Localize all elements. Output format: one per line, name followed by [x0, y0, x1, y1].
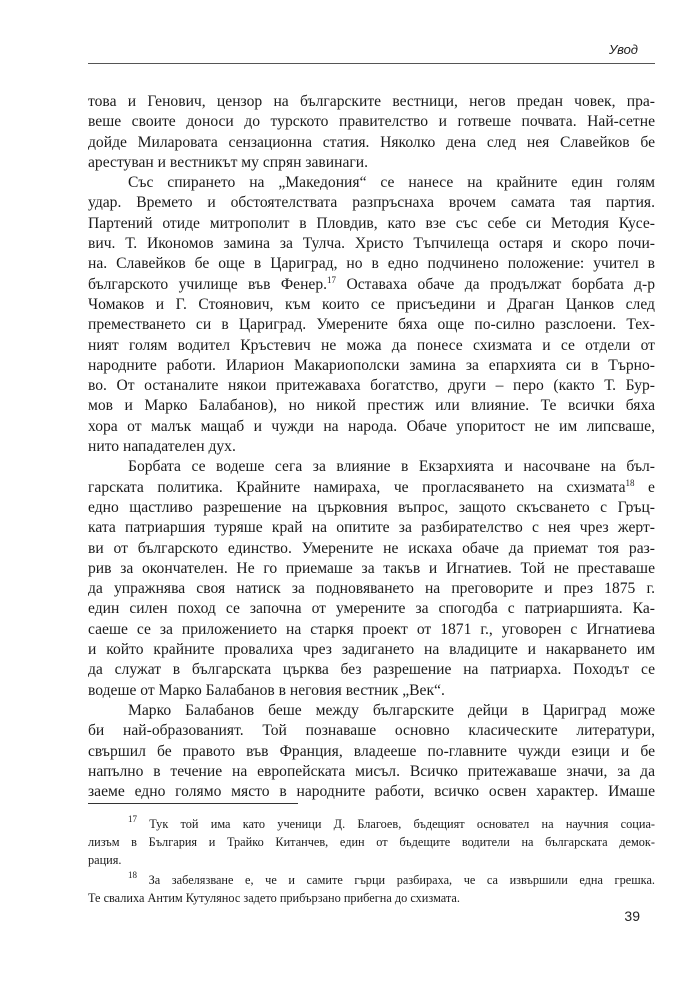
footnote-line: рация. — [88, 853, 122, 867]
body-line: веше своите доноси до турското правителство и готвеше почвата. Най-сетне — [88, 113, 655, 131]
body-line: да упражнява своя натиск за подновяването на преговорите и през 1875 г. — [88, 580, 655, 598]
body-line: би най-образованият. Той познаваше основно класическите литератури, — [88, 722, 655, 740]
body-line: арестуван и вестникът му спрян завинаги. — [88, 153, 369, 171]
header-rule — [88, 63, 655, 64]
body-line-head: гарската политика. Крайните намираха, че прогласяването на схизмата — [88, 478, 626, 496]
footnote-ref-18: 18 — [625, 477, 635, 488]
body-line: един силен поход се започна от умерените за спогодба с патриаршията. Ка- — [88, 600, 655, 618]
body-line: едно щастливо разрешение на църковния въпрос, защото скъсването с Гръц- — [88, 498, 655, 516]
footnote-line — [88, 871, 655, 889]
footnote-text: Тук той има като ученици Д. Благоев, бъдещият основател на научния социа- — [149, 817, 655, 831]
body-line: заеме едно голямо място в народните работи, всичко освен характер. Имаше — [88, 783, 655, 801]
body-line-tail: Оставаха обаче да продължат борбата д-р — [336, 275, 655, 293]
footnote-mark-17: 17 — [128, 815, 137, 824]
footnote-mark-18: 18 — [128, 871, 137, 880]
body-line: ката патриаршия туряше край на опитите за разбирателство с нея чрез жерт- — [88, 519, 655, 537]
footnote-line: Те свалиха Антим Кутулянос задето прибързано прибегна до схизмата. — [88, 891, 460, 905]
body-text — [88, 92, 655, 802]
body-line: народните работи. Иларион Макариополски замина за епархията си в Търно- — [88, 356, 655, 374]
page-number: 39 — [624, 908, 640, 924]
body-line: Със спирането на „Македония“ се нанесе на крайните един голям — [128, 174, 655, 192]
body-line: Чомаков и Г. Стоянович, към които се присъедини и Драган Цанков след — [88, 295, 655, 313]
body-line: мов и Марко Балабанов), но никой престиж или влияние. Те всички бяха — [88, 397, 655, 415]
footnote-ref-17: 17 — [327, 274, 337, 285]
running-header-title: Увод — [609, 42, 638, 57]
body-line: саеше се за приложението на старкя проект от 1871 г., уговорен с Игнатиева — [88, 620, 655, 638]
body-line: рив за окончателен. Не го приемаше за такъв и Игнатиев. Той не преставаше — [88, 559, 655, 577]
body-line: водеше от Марко Балабанов в неговия вестник „Век“. — [88, 681, 445, 699]
body-line: да служат в българската църква без разрешение на патриарха. Походът се — [88, 661, 655, 679]
body-line — [88, 275, 655, 295]
body-line: хора от малък мащаб и чужди на народа. Обаче упоритост не им липсваше, — [88, 417, 655, 435]
body-line: вич. Т. Икономов замина за Тулча. Христо Тъпчилеща остаря и скоро почи- — [88, 235, 655, 253]
body-line: нито нападателен дух. — [88, 438, 236, 456]
body-line-tail: е — [634, 478, 655, 496]
body-line: Партений отиде митрополит в Пловдив, като взе със себе си Методия Кусе- — [88, 214, 655, 232]
body-line: Марко Балабанов беше между българските дейци в Цариград може — [128, 701, 655, 719]
body-line — [88, 478, 655, 498]
footnote-text: За забелязване е, че и самите гърци разбираха, че са извършили една грешка. — [148, 873, 655, 887]
body-line: свършил бе правото във Франция, владееше по-главните чужди езици и бе — [88, 742, 655, 760]
footnotes — [88, 815, 655, 907]
body-line: во. От останалите някои притежаваха богатство, други – перо (както Т. Бур- — [88, 377, 655, 395]
body-line: преместването си в Цариград. Умерените бяха още по-силно разслоени. Тех- — [88, 316, 655, 334]
body-line: дойде Миларовата сензационна статия. Няколко дена след нея Славейков бе — [88, 133, 655, 151]
body-line: ният голям водител Кръстевич не можа да понесе схизмата и се отдели от — [88, 336, 655, 354]
body-line-head: българското училище във Фенер. — [88, 275, 328, 293]
footnote-separator — [88, 803, 298, 804]
footnote-line — [88, 815, 655, 833]
body-line: и който крайните провалиха чрез задигането на владиците и накарването им — [88, 641, 655, 659]
body-line: напълно в течение на европейската мисъл. Всичко притежаваше значи, за да — [88, 762, 655, 780]
body-line: на. Славейков бе още в Цариград, но в едно подчинено положение: учител в — [88, 255, 655, 273]
body-line: ви от българското единство. Умерените не искаха обаче да приемат тоя раз- — [88, 539, 655, 557]
footnote-line: лизъм в България и Трайко Китанчев, един от бъдещите водители на българската демок- — [88, 835, 655, 849]
body-line: удар. Времето и обстоятелствата разпръснаха врочем самата тая партия. — [88, 194, 655, 212]
body-line: това и Генович, цензор на българските вестници, негов предан човек, пра- — [88, 93, 655, 110]
body-line: Борбата се водеше сега за влияние в Екзархията и насочване на бъл- — [128, 458, 655, 476]
